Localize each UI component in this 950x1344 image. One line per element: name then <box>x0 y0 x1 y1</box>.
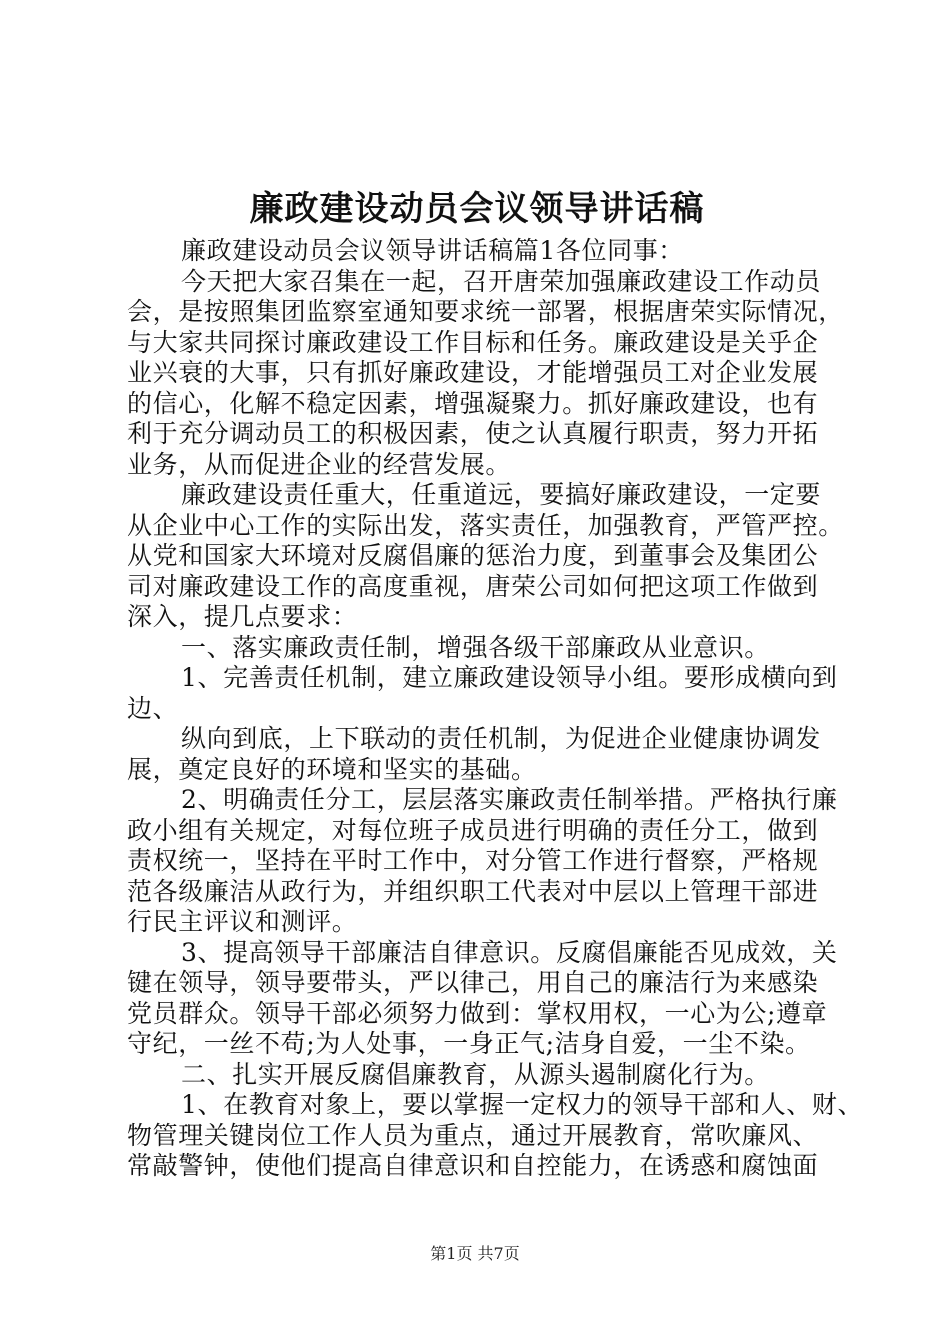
body-line: 范各级廉洁从政行为，并组织职工代表对中层以上管理干部进 <box>127 876 819 906</box>
body-line: 廉政建设责任重大，任重道远，要搞好廉政建设，一定要 <box>181 480 822 509</box>
body-line: 2、明确责任分工，层层落实廉政责任制举措。严格执行廉 <box>181 785 838 814</box>
body-line: 二、扎实开展反腐倡廉教育，从源头遏制腐化行为。 <box>181 1059 770 1089</box>
body-line: 与大家共同探讨廉政建设工作目标和任务。廉政建设是关乎企 <box>127 327 819 357</box>
body-line: 1、在教育对象上，要以掌握一定权力的领导干部和人、财、 <box>181 1090 864 1119</box>
body-line: 业务，从而促进企业的经营发展。 <box>127 449 512 479</box>
body-line: 廉政建设动员会议领导讲话稿篇1各位同事： <box>181 236 684 265</box>
body-line: 1、完善责任机制，建立廉政建设领导小组。要形成横向到 <box>181 663 838 692</box>
document-page <box>127 0 864 1344</box>
body-line: 守纪，一丝不苟;为人处事，一身正气;洁身自爱，一尘不染。 <box>127 1029 811 1058</box>
body-line: 展，奠定良好的环境和坚实的基础。 <box>127 754 537 784</box>
page-footer: 第1页 共7页 <box>430 1244 520 1263</box>
body-line: 常敲警钟，使他们提高自律意识和自控能力，在诱惑和腐蚀面 <box>127 1151 819 1180</box>
body-line: 责权统一，坚持在平时工作中，对分管工作进行督察，严格规 <box>127 846 819 875</box>
body-line: 行民主评议和测评。 <box>127 907 358 936</box>
body-line: 会，是按照集团监察室通知要求统一部署，根据唐荣实际情况， <box>127 297 844 326</box>
body-line: 司对廉政建设工作的高度重视，唐荣公司如何把这项工作做到 <box>127 571 819 601</box>
body-line: 从党和国家大环境对反腐倡廉的惩治力度，到董事会及集团公 <box>127 541 819 570</box>
body-line: 深入，提几点要求： <box>127 602 358 631</box>
body-line: 物管理关键岗位工作人员为重点，通过开展教育，常吹廉风、 <box>127 1120 819 1150</box>
body-line: 从企业中心工作的实际出发，落实责任，加强教育，严管严控。 <box>127 510 844 540</box>
body-line: 业兴衰的大事，只有抓好廉政建设，才能增强员工对企业发展 <box>127 358 819 387</box>
body-line: 键在领导，领导要带头，严以律己，用自己的廉洁行为来感染 <box>127 968 819 997</box>
body-line: 今天把大家召集在一起，召开唐荣加强廉政建设工作动员 <box>181 266 822 296</box>
document-body <box>127 236 864 1182</box>
body-line: 一、落实廉政责任制，增强各级干部廉政从业意识。 <box>181 632 770 662</box>
body-line: 纵向到底，上下联动的责任机制，为促进企业健康协调发 <box>181 724 822 753</box>
body-line: 利于充分调动员工的积极因素，使之认真履行职责，努力开拓 <box>127 419 819 448</box>
body-line: 3、提高领导干部廉洁自律意识。反腐倡廉能否见成效，关 <box>181 937 838 967</box>
body-line: 党员群众。领导干部必须努力做到：掌权用权，一心为公;遵章 <box>127 998 828 1028</box>
body-line: 边、 <box>127 693 179 723</box>
document-title: 廉政建设动员会议领导讲话稿 <box>249 189 705 229</box>
body-line: 政小组有关规定，对每位班子成员进行明确的责任分工，做到 <box>127 815 819 845</box>
body-line: 的信心，化解不稳定因素，增强凝聚力。抓好廉政建设，也有 <box>127 388 819 418</box>
